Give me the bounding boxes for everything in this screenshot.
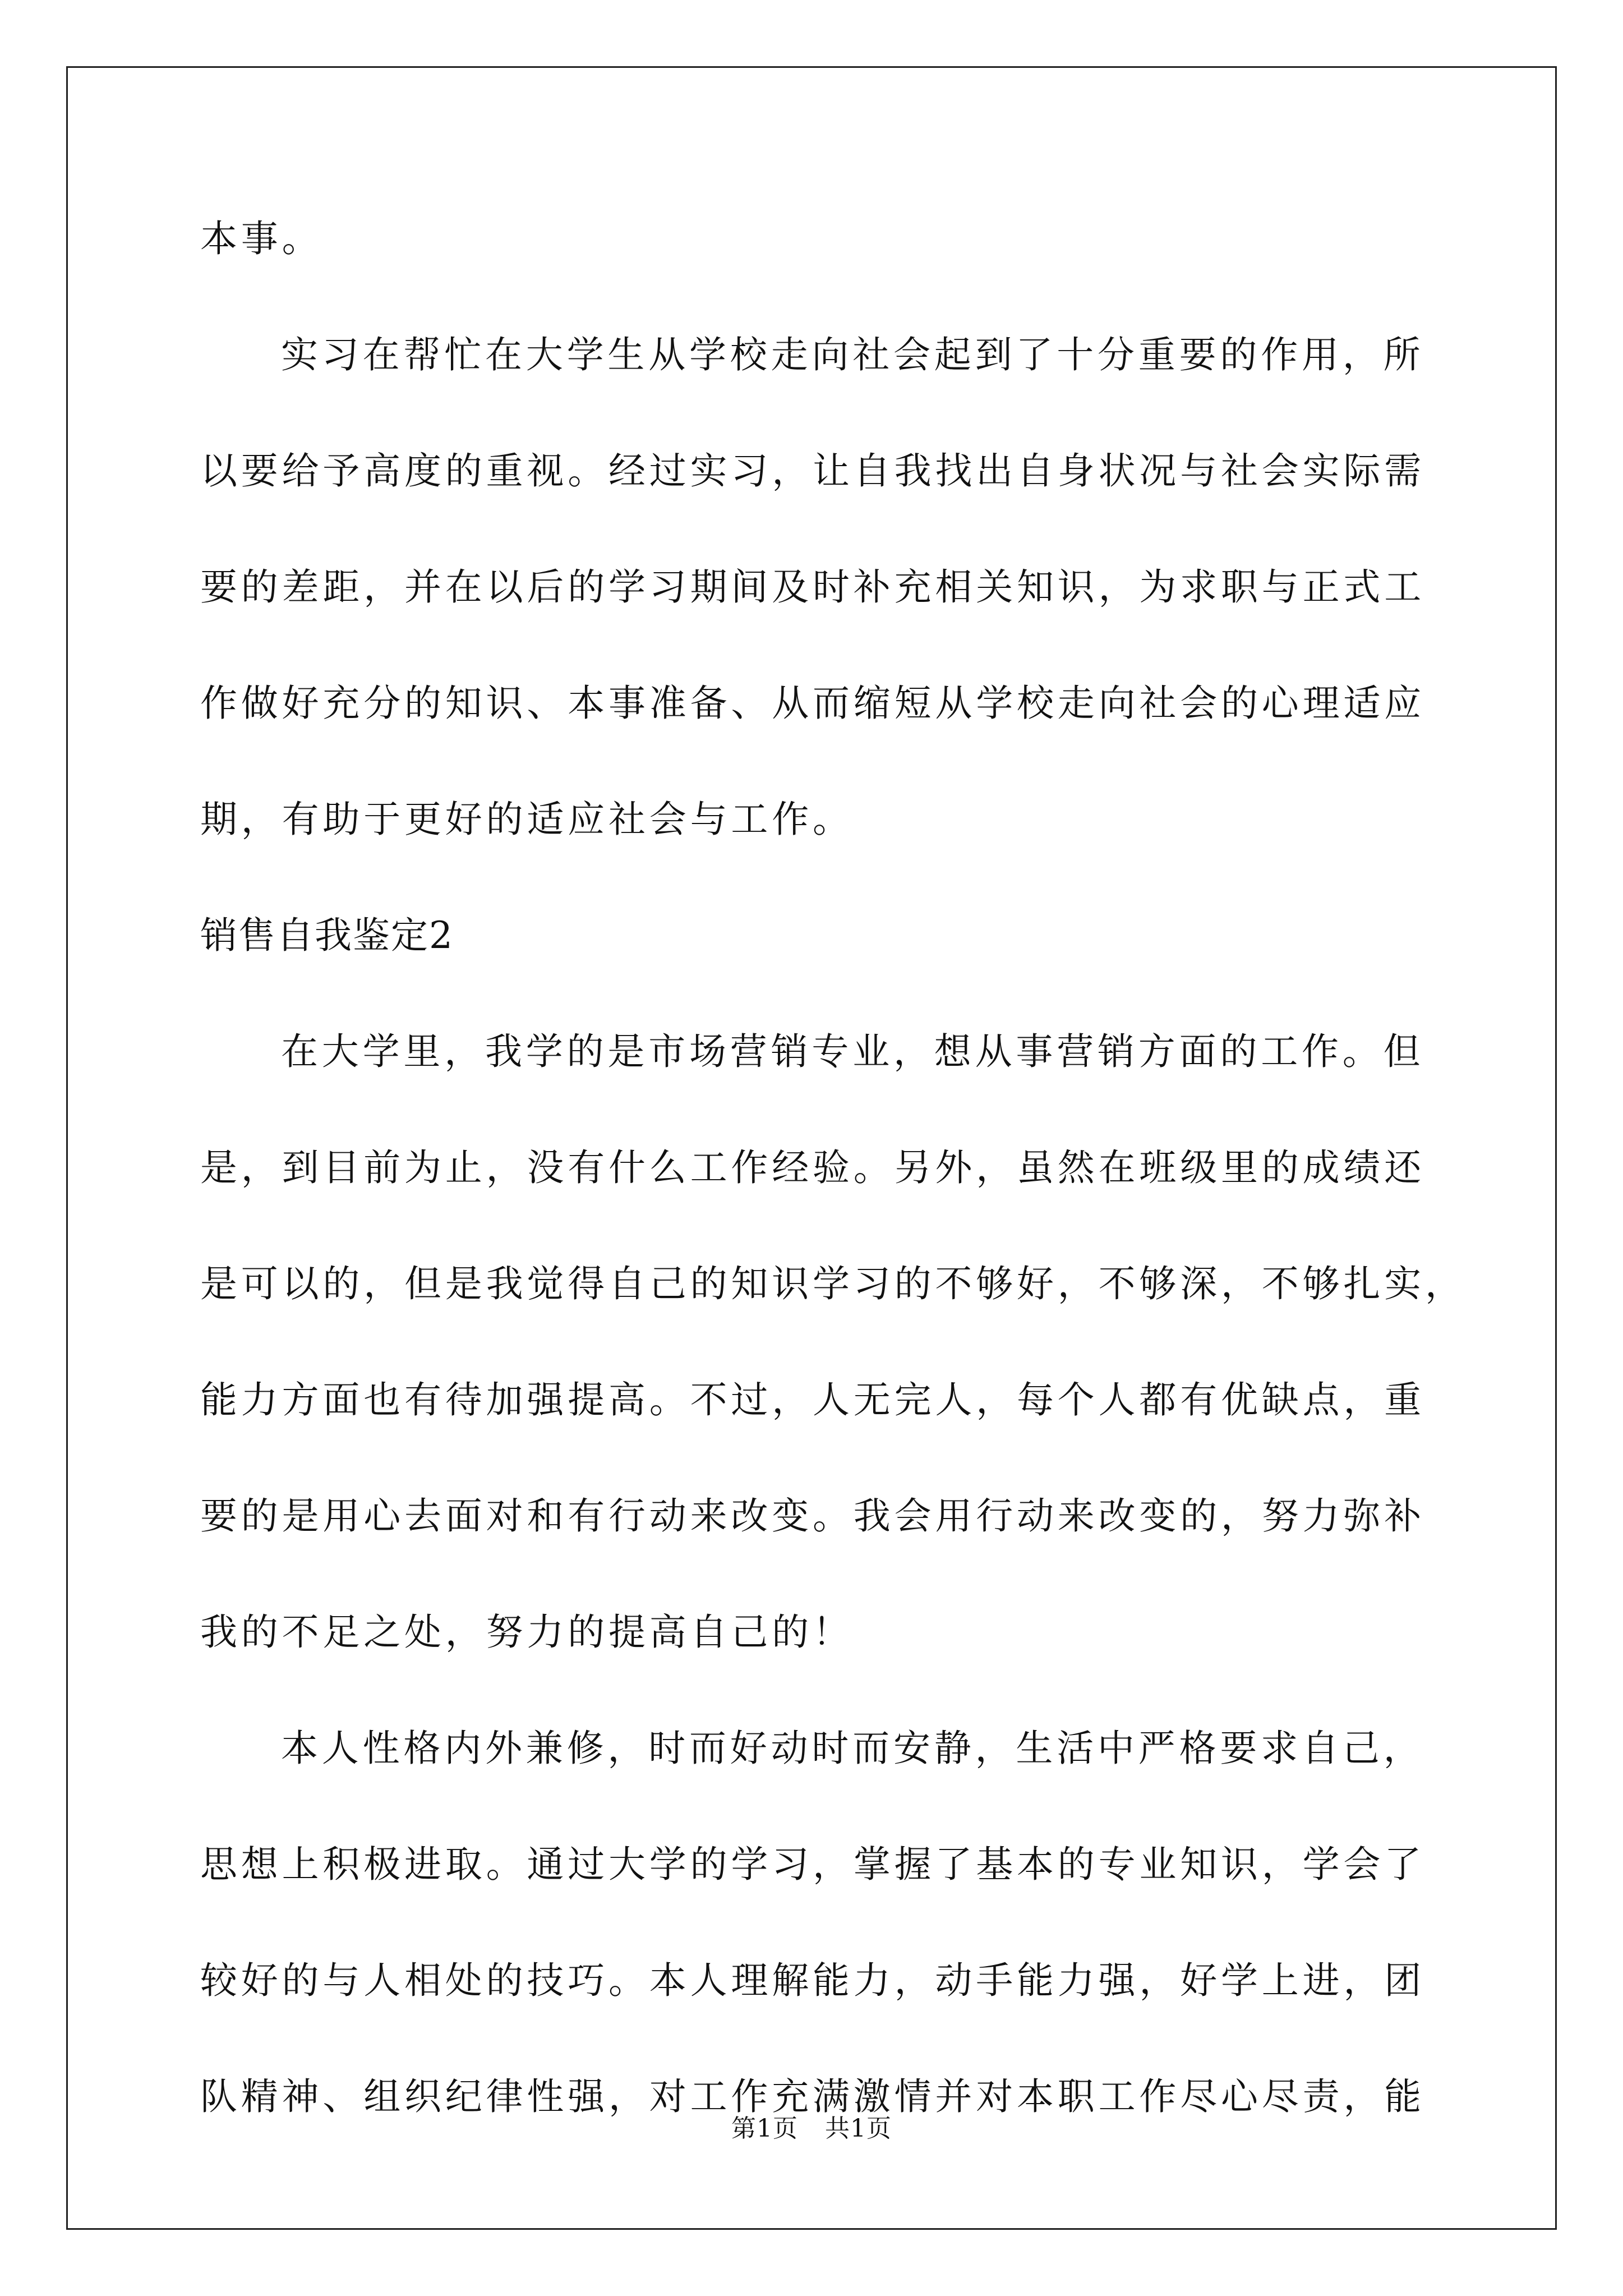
paragraph-first-line: 实习在帮忙在大学生从学校走向社会起到了十分重要的作用，所 (281, 333, 1424, 376)
document-body (200, 210, 1466, 2125)
text-line: 要的差距，并在以后的学习期间及时补充相关知识，为求职与正式工 (200, 565, 1425, 609)
text-line: 能力方面也有待加强提高。不过，人无完人，每个人都有优缺点，重 (200, 1378, 1425, 1421)
text-line: 我的不足之处，努力的提高自己的！ (200, 1611, 854, 1654)
text-line: 是可以的，但是我觉得自己的知识学习的不够好，不够深，不够扎实， (200, 1262, 1466, 1305)
text-line: 是，到目前为止，没有什么工作经验。另外，虽然在班级里的成绩还 (200, 1146, 1425, 1189)
section-heading: 销售自我鉴定2 (200, 914, 454, 957)
text-line: 作做好充分的知识、本事准备、从而缩短从学校走向社会的心理适应 (200, 682, 1425, 725)
page-footer (0, 2112, 1623, 2146)
paragraph-first-line: 在大学里，我学的是市场营销专业，想从事营销方面的工作。但 (281, 1030, 1424, 1073)
page-number: 第1页 (731, 2114, 798, 2143)
paragraph-first-line: 本人性格内外兼修，时而好动时而安静，生活中严格要求自己， (281, 1727, 1424, 1770)
text-line: 期，有助于更好的适应社会与工作。 (200, 798, 854, 841)
text-line: 较好的与人相处的技巧。本人理解能力，动手能力强，好学上进，团 (200, 1959, 1425, 2002)
page-total: 共1页 (825, 2114, 892, 2143)
text-line: 队精神、组织纪律性强，对工作充满激情并对本职工作尽心尽责，能 (200, 2075, 1425, 2118)
text-line: 要的是用心去面对和有行动来改变。我会用行动来改变的，努力弥补 (200, 1494, 1425, 1538)
text-line: 以要给予高度的重视。经过实习，让自我找出自身状况与社会实际需 (200, 449, 1425, 493)
text-line: 思想上积极进取。通过大学的学习，掌握了基本的专业知识，学会了 (200, 1843, 1425, 1886)
text-line: 本事。 (200, 217, 323, 260)
